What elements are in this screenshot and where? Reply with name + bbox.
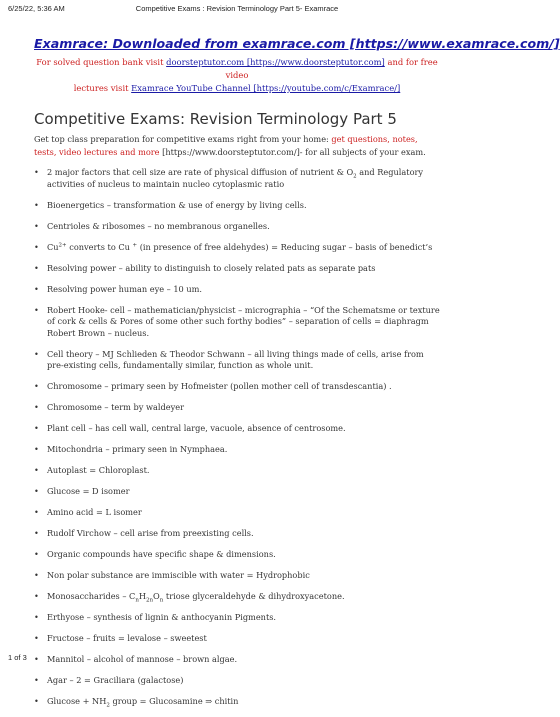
page-counter: 1 of 3 bbox=[8, 653, 27, 662]
bullet-icon: • bbox=[34, 654, 39, 664]
bullet-icon: • bbox=[34, 486, 39, 496]
list-item: • Plant cell – has cell wall, central large, vacuole, absence of centrosome. bbox=[34, 423, 346, 433]
list-item: • Rudolf Virchow – cell arise from preexisting cells. bbox=[34, 528, 254, 538]
list-item: • $Cu^{2+}$ converts to Cu + (in presence of free aldehydes) = Reducing sugar – basis of benedict’s bbox=[34, 241, 433, 252]
list-item: • Amino acid = L isomer bbox=[34, 507, 142, 517]
intro-post: [https://www.doorsteptutor.com/]- for all subjects of your exam. bbox=[159, 147, 426, 157]
list-item: • Chromosome – primary seen by Hofmeister (pollen mother cell of transdescantia) . bbox=[34, 381, 392, 391]
print-header bbox=[8, 4, 466, 16]
promo-text bbox=[34, 56, 440, 95]
list-item: • Autoplast = Chloroplast. bbox=[34, 465, 150, 475]
bullet-icon: • bbox=[34, 423, 39, 433]
bullet-icon: • bbox=[34, 528, 39, 538]
list-item: • Organic compounds have specific shape & dimensions. bbox=[34, 549, 276, 559]
print-date: 6/25/22, 5:36 AM bbox=[8, 4, 65, 13]
bullet-icon: • bbox=[34, 570, 39, 580]
bullet-icon: • bbox=[34, 612, 39, 622]
bullet-icon: • bbox=[34, 220, 39, 231]
bullet-icon: • bbox=[34, 633, 39, 643]
list-item: • Fructose – fruits = levalose – sweetest bbox=[34, 633, 207, 643]
intro-paragraph bbox=[34, 133, 440, 159]
list-item: • Non polar substance are immiscible with water = Hydrophobic bbox=[34, 570, 310, 580]
youtube-channel-link[interactable]: Examrace YouTube Channel [https://youtube.com/c/Examrace/] bbox=[131, 83, 401, 93]
bullet-icon: • bbox=[34, 381, 39, 391]
intro-pre: Get top class preparation for competitive exams right from your home: bbox=[34, 134, 332, 144]
bullet-icon: • bbox=[34, 167, 39, 177]
list-item: • Glucose = D isomer bbox=[34, 486, 130, 496]
list-item: • 2 major factors that cell size are rate of physical diffusion of nutrient & $O_2$ and Regulatory activities of nucleus to maintain nucleo cytoplasmic ratio bbox=[34, 167, 424, 189]
list-item: • Centrioles & ribosomes – no membranous organelles. bbox=[34, 220, 270, 231]
promo-line1-post: and for free video bbox=[225, 57, 438, 80]
examrace-banner-link[interactable]: Examrace: Downloaded from examrace.com [https://www.examrace.com/] bbox=[34, 36, 560, 51]
intro-highlight-link[interactable]: get questions, notes, tests, video lectures and more bbox=[34, 134, 418, 157]
bullet-icon: • bbox=[34, 549, 39, 559]
print-title: Competitive Exams : Revision Terminology Part 5- Examrace bbox=[135, 4, 339, 13]
list-item: • Resolving power human eye – 10 um. bbox=[34, 283, 203, 294]
list-item: • Robert Hooke- cell – mathematician/physicist – micrographia – “Of the Schematsme or texture of cork & cells & Pores of some other such forthy bodies” – separation of cells = diaphragm Robert Brown – nucleus. bbox=[34, 304, 440, 338]
list-item: • Resolving power – ability to distinguish to closely related pats as separate pats bbox=[34, 262, 376, 273]
list-item: • Mitochondria – primary seen in Nymphaea. bbox=[34, 444, 228, 454]
bullet-icon: • bbox=[34, 262, 39, 273]
document-page bbox=[34, 36, 560, 717]
bullet-icon: • bbox=[34, 199, 39, 210]
promo-line2-pre: lectures visit bbox=[73, 83, 132, 93]
list-item: • Agar – 2 = Graciliara (galactose) bbox=[34, 675, 184, 685]
list-item: • Erthyose – synthesis of lignin & anthocyanin Pigments. bbox=[34, 612, 277, 622]
promo-line1-pre: For solved question bank visit bbox=[36, 57, 167, 67]
terminology-list bbox=[34, 167, 440, 708]
bullet-icon: • bbox=[34, 591, 39, 601]
bullet-icon: • bbox=[34, 283, 39, 294]
bullet-icon: • bbox=[34, 444, 39, 454]
bullet-icon: • bbox=[34, 241, 39, 252]
bullet-icon: • bbox=[34, 348, 39, 359]
bullet-icon: • bbox=[34, 507, 39, 517]
list-item: • Chromosome – term by waldeyer bbox=[34, 402, 184, 412]
list-item: • $Glucose + NH_2$ group = Glucosamine ⇒ chitin bbox=[34, 696, 239, 709]
page-title: Competitive Exams: Revision Terminology Part 5 bbox=[34, 110, 397, 128]
list-item: • Mannitol – alcohol of mannose – brown algae. bbox=[34, 654, 238, 664]
bullet-icon: • bbox=[34, 304, 39, 315]
bullet-icon: • bbox=[34, 675, 39, 685]
doorsteptutor-link[interactable]: doorsteptutor.com [https://www.doorsteptutor.com] bbox=[166, 57, 385, 67]
list-item: • Monosaccharides – $C_nH_{2n}O_n$ triose glyceraldehyde & dihydroxyacetone. bbox=[34, 591, 345, 604]
bullet-icon: • bbox=[34, 465, 39, 475]
bullet-icon: • bbox=[34, 696, 39, 706]
list-item: • Cell theory – MJ Schlieden & Theodor Schwann – all living things made of cells, arise from pre-existing cells, fundamentally similar, function as whole unit. bbox=[34, 348, 424, 370]
bullet-icon: • bbox=[34, 402, 39, 412]
list-item: • Bioenergetics – transformation & use of energy by living cells. bbox=[34, 199, 307, 210]
